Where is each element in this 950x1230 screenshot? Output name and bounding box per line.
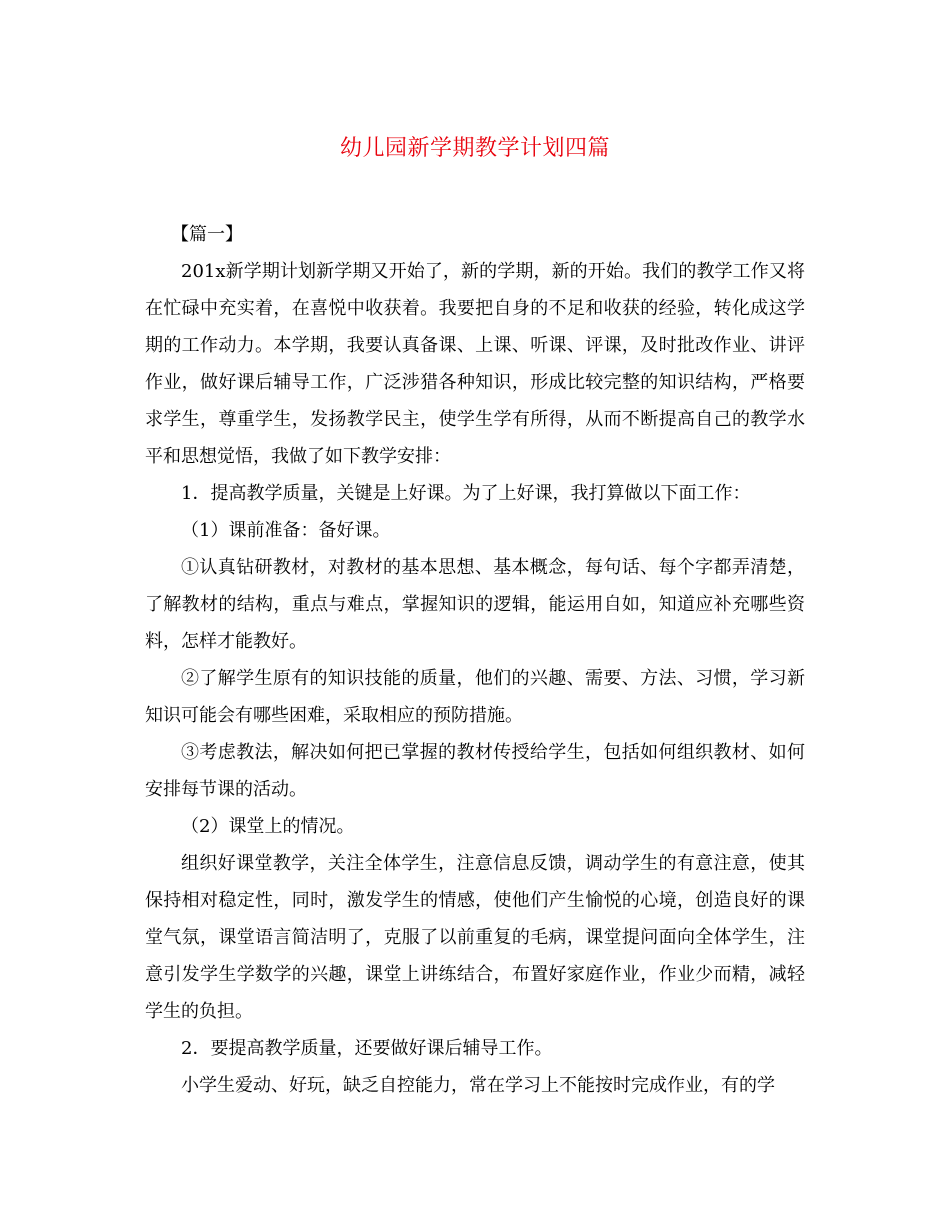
section-heading: 【篇一】 (171, 224, 243, 245)
paragraph: 1．提高教学质量，关键是上好课。为了上好课，我打算做以下面工作： (181, 483, 751, 504)
paragraph: （1）课前准备：备好课。 (181, 520, 391, 541)
paragraph: ①认真钻研教材，对教材的基本思想、基本概念，每句话、每个字都弄清楚，了解教材的结构，重点与难点，掌握知识的逻辑，能运用自如，知道应补充哪些资料，怎样才能教好。 (145, 557, 805, 652)
document-body (145, 216, 805, 1104)
paragraph: 2．要提高教学质量，还要做好课后辅导工作。 (181, 1038, 553, 1059)
paragraph: 组织好课堂教学，关注全体学生，注意信息反馈，调动学生的有意注意，使其保持相对稳定性，同时，激发学生的情感，使他们产生愉悦的心境，创造良好的课堂气氛，课堂语言简洁明了，克服了以前重复的毛病，课堂提问面向全体学生，注意引发学生学数学的兴趣，课堂上讲练结合，布置好家庭作业，作业少而精，减轻学生的负担。 (145, 853, 805, 1022)
paragraph: 小学生爱动、好玩，缺乏自控能力，常在学习上不能按时完成作业，有的学 (181, 1075, 775, 1096)
paragraph: （2）课堂上的情况。 (181, 816, 355, 837)
paragraph: 201x新学期计划新学期又开始了，新的学期，新的开始。我们的教学工作又将在忙碌中充实着，在喜悦中收获着。我要把自身的不足和收获的经验，转化成这学期的工作动力。本学期，我要认真备课、上课、听课、评课，及时批改作业、讲评作业，做好课后辅导工作，广泛涉猎各种知识，形成比较完整的知识结构，严格要求学生，尊重学生，发扬教学民主，使学生学有所得，从而不断提高自己的教学水平和思想觉悟，我做了如下教学安排： (145, 261, 805, 467)
paragraph: ②了解学生原有的知识技能的质量，他们的兴趣、需要、方法、习惯，学习新知识可能会有哪些困难，采取相应的预防措施。 (145, 668, 805, 726)
paragraph: ③考虑教法，解决如何把已掌握的教材传授给学生，包括如何组织教材、如何安排每节课的活动。 (145, 742, 805, 800)
document-title: 幼儿园新学期教学计划四篇 (339, 136, 610, 161)
